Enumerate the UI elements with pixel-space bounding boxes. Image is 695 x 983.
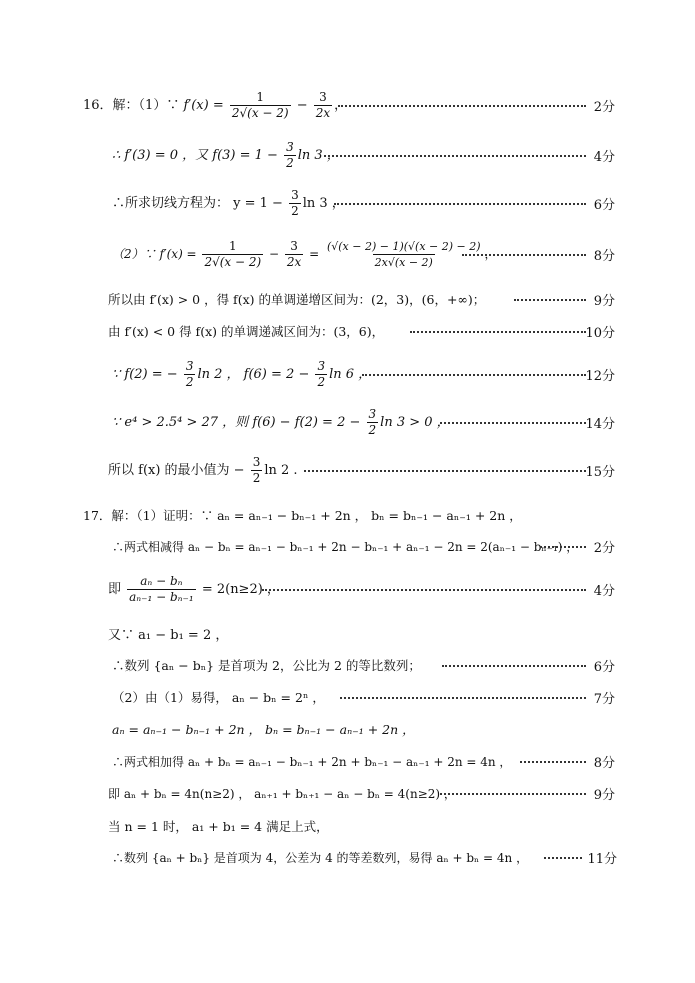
fraction: $\frac{3}{2}$	[286, 139, 294, 170]
dotted-leader	[520, 761, 586, 763]
score-label: 4分	[593, 583, 615, 599]
line-text: ∴两式相减得 aₙ − bₙ = aₙ₋₁ − bₙ₋₁ + 2n − bₙ₋₁ + aₙ₋₁ − 2n = 2(aₙ₋₁ − bₙ₋₁) ，	[112, 539, 579, 554]
line-text: aₙ = aₙ₋₁ − bₙ₋₁ + 2n ， bₙ = bₙ₋₁ − aₙ₋₁ + 2n ，	[112, 722, 415, 737]
score-label: 6分	[593, 659, 615, 675]
dotted-leader	[440, 793, 586, 795]
dotted-leader	[362, 374, 586, 376]
solution-line	[0, 572, 695, 606]
score-label: 9分	[593, 293, 615, 309]
dotted-leader	[442, 665, 586, 667]
line-text: 即 $\frac{\text{aₙ − bₙ}}{\text{aₙ₋₁ − bₙ₋₁}}$ = 2(n≥2) ，	[108, 573, 280, 604]
score-label: 14分	[585, 416, 615, 432]
dotted-leader	[514, 299, 586, 301]
line-text: 当 n = 1 时， a₁ + b₁ = 4 满足上式，	[108, 819, 329, 834]
solution-line	[0, 815, 695, 837]
solution-16-part2	[0, 236, 695, 272]
fraction: $\frac{\text{aₙ − bₙ}}{\text{aₙ₋₁ − bₙ₋₁}}$	[129, 573, 194, 604]
score-label: 6分	[593, 197, 615, 213]
line-text: 16．解：（1）∵ f′(x) = $\frac{1}{2√(x - 2)}$ − $\frac{3}{2x}$ ，	[83, 89, 348, 120]
solution-line	[0, 622, 695, 644]
dotted-leader	[340, 697, 586, 699]
solution-line	[0, 188, 695, 218]
line-text: 即 aₙ + bₙ = 4n(n≥2) ， aₙ₊₁ + bₙ₊₁ − aₙ − bₙ = 4(n≥2) ，	[108, 786, 456, 801]
line-text: 17．解：（1）证明：∵ aₙ = aₙ₋₁ − bₙ₋₁ + 2n ， bₙ = bₙ₋₁ − aₙ₋₁ + 2n ，	[83, 508, 522, 523]
fraction: $\frac{(√(x - 2) - 1)(√(x - 2) - 2)}{2x√(x - 2)}$	[326, 239, 481, 269]
solution-line	[0, 654, 695, 676]
dotted-leader	[304, 470, 586, 472]
dotted-leader	[410, 331, 586, 333]
line-text: 所以由 f′(x) > 0 ，得 f(x) 的单调递增区间为：(2，3)，(6，+∞)；	[108, 292, 486, 307]
line-text: ∴两式相加得 aₙ + bₙ = aₙ₋₁ − bₙ₋₁ + 2n + bₙ₋₁ − aₙ₋₁ + 2n = 4n ，	[112, 754, 512, 769]
score-label: 7分	[593, 691, 615, 707]
fraction: $\frac{3}{2}$	[291, 187, 299, 218]
line-text: ∴数列 {aₙ − bₙ} 是首项为 2，公比为 2 的等比数列；	[112, 658, 421, 673]
fraction: $\frac{1}{2√(x - 2)}$	[204, 238, 262, 269]
fraction: $\frac{1}{2√(x - 2)}$	[231, 89, 289, 120]
solution-line	[0, 718, 695, 740]
score-label: 9分	[593, 787, 615, 803]
score-label: 15分	[585, 464, 615, 480]
solution-line	[0, 750, 695, 772]
line-text: （2）∵ f′(x) = $\frac{1}{2√(x - 2)}$ − $\frac{3}{2x}$ = $\frac{(√(x - 2) - 1)(√(x - 2) - 2)}{2x√(x - 2)}$ ，	[112, 238, 497, 269]
solution-17-part1	[0, 504, 695, 526]
dotted-leader	[544, 857, 582, 859]
solution-line	[0, 535, 695, 557]
line-text: 由 f′(x) < 0 得 f(x) 的单调递减区间为：(3，6)，	[108, 324, 385, 339]
line-text: ∴数列 {aₙ + bₙ} 是首项为 4，公差为 4 的等差数列，易得 aₙ + bₙ = 4n ，	[112, 850, 529, 865]
dotted-leader	[334, 203, 586, 205]
solution-16-part1	[0, 88, 695, 122]
solution-line	[0, 454, 695, 486]
solution-line	[0, 288, 695, 310]
score-label: 10分	[585, 325, 615, 341]
dotted-leader	[338, 105, 586, 107]
line-text: ∵ e⁴ > 2.5⁴ > 27 ，则 f(6) − f(2) = 2 − $\frac{3}{2}$ ln 3 > 0 ，	[112, 406, 450, 437]
score-label: 2分	[593, 99, 615, 115]
fraction: $\frac{3}{2}$	[317, 358, 326, 389]
solution-line	[0, 406, 695, 438]
line-text: 所以 f(x) 的最小值为 − $\frac{3}{2}$ ln 2 .	[108, 454, 298, 485]
dotted-leader	[540, 546, 586, 548]
score-label: 12分	[585, 368, 615, 384]
score-label: 4分	[593, 149, 615, 165]
solution-line	[0, 358, 695, 390]
line-text: ∴所求切线方程为： y = 1 − $\frac{3}{2}$ ln 3 ，	[112, 187, 345, 218]
fraction: $\frac{3}{2}$	[252, 454, 261, 485]
solution-line	[0, 782, 695, 804]
score-label: 11分	[587, 851, 617, 867]
fraction: $\frac{3}{2x}$	[315, 89, 331, 120]
score-label: 8分	[593, 248, 615, 264]
dotted-leader	[462, 254, 586, 256]
solution-17-part2	[0, 686, 695, 708]
dotted-leader	[324, 155, 586, 157]
solution-line	[0, 846, 695, 868]
solution-line	[0, 320, 695, 342]
solution-line	[0, 140, 695, 170]
line-text: 又∵ a₁ − b₁ = 2 ，	[108, 627, 229, 643]
fraction: $\frac{3}{2}$	[185, 358, 194, 389]
line-text: ∴ f′(3) = 0 ，又 f(3) = 1 − $\frac{3}{2}$ ln 3 ，	[112, 139, 340, 170]
fraction: $\frac{3}{2x}$	[286, 238, 302, 269]
score-label: 8分	[593, 755, 615, 771]
line-text: ∵ f(2) = − $\frac{3}{2}$ ln 2 ， f(6) = 2 − $\frac{3}{2}$ ln 6 ，	[112, 358, 372, 389]
line-text: （2）由（1）易得， aₙ − bₙ = 2ⁿ ，	[112, 690, 325, 705]
fraction: $\frac{3}{2}$	[368, 406, 377, 437]
dotted-leader	[440, 422, 586, 424]
dotted-leader	[262, 589, 586, 591]
score-label: 2分	[593, 540, 615, 556]
